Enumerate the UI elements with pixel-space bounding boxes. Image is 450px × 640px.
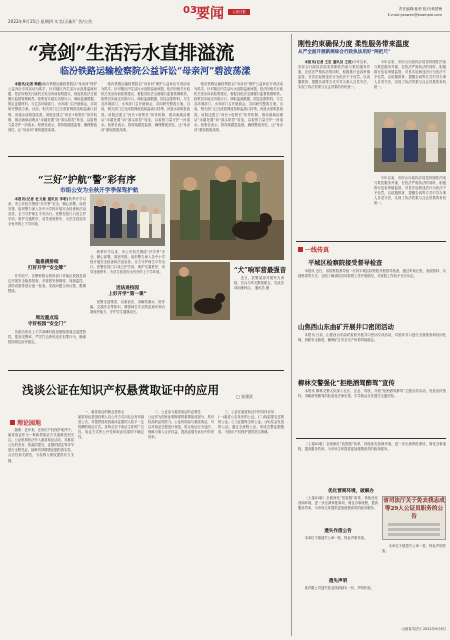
- right-mid-column-tag: [298, 245, 329, 254]
- column-divider: [291, 34, 292, 636]
- protect-body-col2: [90, 250, 165, 282]
- ad-line: [388, 528, 440, 531]
- lead-body-cont: 临汾铁路运输检察院以“母亲河”保护公益诉讼专项活动为抓手，针对辖区内生活污水直排溢流问题，依法向相关行政机关发出诉前检察建议，督促其依法全面履行监督管理职责。检察官实地走访排污口，调取监测数据，固定证据材料，与生态环境部门、水务部门召开磋商会，共同研究整改方案。目前，相关部门已完成管网改造和溢流口封堵，河道水质明显改善。该院还建立“河长+检察长”协作机制，推动流域治理从“末端处置”向“源头防控”转变，以检察力量守护一河清水。检察长表示，将持续跟进监督，确保整改到位，让“母亲河”重现碧波荡漾。: [194, 82, 283, 132]
- essay-body1: 一、悬赏取证的概念及特点 悬赏取证是指权利人以公开方式向社会发布悬赏公告，对提供侵权线索或证据的人给予一定报酬的取证方式。其特点在于取证主体的广泛性、取证方式的公开性和取证结果的不确定性。: [78, 410, 144, 440]
- ad-line: [388, 533, 440, 536]
- right-mid-block3-body: 本报讯 柳林交警大队深入社区、企业、驾校，开展“拒绝酒驾醉驾”主题宣传活动，发放宣传资料，讲解酒驾醉驾的危害及法律后果，引导群众自觉遵守交通法规。: [298, 389, 446, 399]
- divider: [296, 241, 446, 242]
- protect-box1: [8, 274, 86, 312]
- military-photo-2: [170, 262, 230, 320]
- page-number: 03: [183, 5, 197, 16]
- right-top-photo: [374, 112, 446, 172]
- protect-box2-title-text: 周边重点巡 守好校园“安全门”: [27, 316, 67, 327]
- right-top-byline: 本报讯(记者 王宏 通讯员 王亮): [304, 60, 353, 64]
- right-mid-block1: [298, 269, 446, 319]
- protect-box2-title: [8, 315, 86, 327]
- ad-footer: 山西省司法厅 2022年9月8日: [401, 627, 446, 631]
- masthead: [0, 0, 450, 32]
- notice2-box: [298, 536, 378, 576]
- essay-body2: 二、公证参与悬赏取证的必要性 公证作为国家证明制度的重要组成部分，具有较高的证明效力。公证机构参与悬赏取证，可以对取证过程进行规范，防止取证行为违法，保障当事人合法权益，提高证据在诉讼中的采信率。: [148, 410, 214, 440]
- divider: [8, 156, 284, 157]
- right-mid-block2-body: 本报讯 日前，山焦西山东曲矿组织开展井口密闭专项活动，对废弃井口进行全面排查和封闭处理，消除安全隐患，确保矿区安全生产形势持续稳定。: [298, 333, 446, 343]
- protect-box1-title: [8, 259, 86, 271]
- masthead-info: [388, 6, 442, 18]
- ad-body: 本单位不慎遗失公章一枚，特此声明作废。: [382, 544, 446, 554]
- photo-box-caption: 近日，武警某部开展军犬训练，官兵与军犬默契配合，完成各项训练科目。 通讯员 摄: [234, 276, 284, 291]
- right-top-headline: 刚性约束确保力度 柔性服务带来温度: [298, 40, 410, 48]
- right-mid-column-label: 一线传真: [305, 247, 330, 254]
- protect-box3: [90, 300, 165, 362]
- page-section-title: 要闻: [196, 6, 224, 22]
- protect-box2: [8, 330, 86, 362]
- protect-body-cont: 秋季开学以来，市公安机关围绕“开学季”安全，精心部署，周密安排，组织警力深入各中小学校开展安全检查和法治宣传，全力守护师生平安出行。民警在校门口设立护学岗，维护交通秩序，劝导违规停车，为学生营造安全有序的上下学环境。: [90, 250, 165, 275]
- right-top-subheadline: 从严全面开展新规综合行政执法用好“两把尺”: [298, 50, 391, 55]
- right-mid-block2-title: 山焦西山东曲矿开展井口密闭活动: [298, 323, 394, 331]
- divider: [296, 438, 446, 439]
- notice2-title: 遗失作废公告: [324, 529, 352, 534]
- essay-abstract: 摘要：近年来，在知识产权保护案件中，悬赏取证作为一种新型取证方式逐渐受到关注。公证机构依法介入悬赏取证活动，对悬赏公告的发布、线索的提交、证据的固定等环节进行全程见证，能够有效增强证据的真实性、合法性和关联性，为权利人维权提供有力支撑。: [8, 428, 74, 463]
- protect-headline: “三好”护航“警”彩有序: [38, 175, 136, 186]
- right-top-body-cont: 今年以来，市综合行政执法局坚持刚性约束与柔性服务并重，在依法严格执法的同时，积极推行包容审慎监管，对首次轻微违法行为依法不予处罚，以说服教育、提醒告诫等方式引导当事人自觉守法，实现了执法效果与社会效果的有机统一。: [374, 60, 446, 90]
- notice1-box2: [298, 496, 378, 524]
- right-top-col2b: [374, 176, 446, 238]
- right-top-col2: [374, 60, 446, 110]
- photo-box-title: “犬”响军营最强音: [234, 266, 287, 274]
- masthead-date: 2022年9月15日 星期四 实名/天新/广告/公告: [8, 19, 93, 24]
- protect-body-col1: [8, 197, 86, 253]
- protect-box1-title-text: 隐患摸排细 打好开学“安全牌”: [27, 260, 67, 271]
- protect-box3-body: 民警走进课堂，以案说法，讲解防溺水、防诈骗、交通安全等知识，增强师生安全防范意识和自我保护能力，守护学生健康成长。: [90, 300, 165, 315]
- tag-marker-icon: [10, 420, 15, 425]
- protect-byline: 本报讯(记者 杜文豪 通讯员 李明): [14, 197, 69, 201]
- essay-headline: 浅谈公证在知识产权悬赏取证中的应用: [22, 383, 220, 397]
- masthead-badge: 人民日报: [228, 9, 250, 15]
- protect-body: 秋季开学以来，市公安机关围绕“开学季”安全，精心部署，周密安排，组织警力深入各中小学校开展安全检查和法治宣传，全力守护师生平安出行。民警在校门口设立护学岗，维护交通秩序，劝导违规停车，为学生营造安全有序的上下学环境。: [8, 197, 86, 227]
- protect-subheadline: 市组公安为全秋开学季保驾护航: [60, 188, 139, 194]
- ad-line: [388, 523, 440, 526]
- essay-body3: 三、公证在悬赏取证中的具体应用 (一)悬赏公告发布的公证。(二)线索提交过程的公证。(三)证据保全的公证。(四)奖金发放的公证。通过全流程公证，形成完整证据链条，为知识产权保护提供坚实保障。: [218, 410, 284, 435]
- military-dog-photo: [170, 160, 284, 260]
- essay-column-label: 理论园地: [17, 420, 42, 427]
- lead-body-col1: [8, 82, 97, 152]
- notice1-body: （上接01版）全面深化“放管服”改革，持续优化营商环境，进一步压减审批事项，简化办事流程，提高服务效率，为市场主体提供更加便捷高效的政务服务。: [298, 442, 446, 452]
- notice2-body: 本单位不慎遗失公章一枚，特此声明作废。: [304, 536, 368, 540]
- tag-marker-icon: [298, 247, 303, 252]
- essay-col4: [218, 410, 284, 636]
- right-top-body-cont: 今年以来，市综合行政执法局坚持刚性约束与柔性服务并重，在依法严格执法的同时，积极推行包容审慎监管，对首次轻微违法行为依法不予处罚，以说服教育、提醒告诫等方式引导当事人自觉守法，实现了执法效果与社会效果的有机统一。: [374, 176, 446, 206]
- essay-column-tag: [10, 418, 41, 427]
- masthead-email: E-mail:yaowen@example.com: [387, 13, 442, 17]
- notice1-box: [298, 442, 446, 486]
- lead-body-col3: [194, 82, 283, 152]
- protect-box2-body: 各派出所在上下学高峰时段加强校园周边巡逻防控，提高见警率，严厉打击涉校违法犯罪行为，确保校园周边治安稳定。: [8, 330, 86, 345]
- divider: [8, 370, 284, 371]
- notice1-title: 优化营商环境，破解办: [328, 489, 374, 494]
- lead-subheadline: 临汾铁路运输检察院公益诉讼“母亲河”碧波荡漾: [60, 67, 251, 77]
- protect-box3-title-text: 送法进校园 上好开学“第一课”: [108, 286, 147, 297]
- notice3-body: 某有限公司遗失营业执照副本一份，声明作废。: [304, 586, 374, 590]
- right-mid-block3-title: 柳林交警强化“拒绝酒驾醉驾”宣传: [298, 379, 395, 387]
- essay-abstract-col: [8, 428, 74, 636]
- notice3-title: 遗失声明: [328, 579, 348, 584]
- masthead-editor: 责任编辑/崔荣 校对/黄国梅: [398, 7, 442, 11]
- right-top-body: 今年以来，市综合行政执法局坚持刚性约束与柔性服务并重，在依法严格执法的同时，积极推行包容审慎监管，对首次轻微违法行为依法不予处罚，以说服教育、提醒告诫等方式引导当事人自觉守法，实现了执法效果与社会效果的有机统一。: [298, 60, 370, 90]
- essay-author: □ 张建武: [236, 394, 254, 399]
- right-mid-block1-title: 平城区检察院接受督导检查: [308, 260, 383, 267]
- essay-col3: [148, 410, 214, 636]
- right-mid-block3: [298, 389, 446, 435]
- lead-body-col2: [101, 82, 190, 152]
- notice3-box: [298, 586, 378, 616]
- right-mid-block2: [298, 333, 446, 373]
- lead-body-cont: 临汾铁路运输检察院以“母亲河”保护公益诉讼专项活动为抓手，针对辖区内生活污水直排溢流问题，依法向相关行政机关发出诉前检察建议，督促其依法全面履行监督管理职责。检察官实地走访排污口，调取监测数据，固定证据材料，与生态环境部门、水务部门召开磋商会，共同研究整改方案。目前，相关部门已完成管网改造和溢流口封堵，河道水质明显改善。该院还建立“河长+检察长”协作机制，推动流域治理从“末端处置”向“源头防控”转变，以检察力量守护一河清水。检察长表示，将持续跟进监督，确保整改到位，让“母亲河”重现碧波荡漾。: [101, 82, 190, 132]
- notice1-body-cont: （上接01版）全面深化“放管服”改革，持续优化营商环境，进一步压减审批事项，简化办事流程，提高服务效率，为市场主体提供更加便捷高效的政务服务。: [298, 496, 378, 511]
- protect-box3-title: [90, 285, 165, 297]
- police-photo: [90, 194, 165, 246]
- lead-byline: 本报讯(记者 韩毅): [14, 82, 43, 86]
- lead-body: 临汾铁路运输检察院以“母亲河”保护公益诉讼专项活动为抓手，针对辖区内生活污水直排溢流问题，依法向相关行政机关发出诉前检察建议，督促其依法全面履行监督管理职责。检察官实地走访排污口，调取监测数据，固定证据材料，与生态环境部门、水务部门召开磋商会，共同研究整改方案。目前，相关部门已完成管网改造和溢流口封堵，河道水质明显改善。该院还建立“河长+检察长”协作机制，推动流域治理从“末端处置”向“源头防控”转变，以检察力量守护一河清水。检察长表示，将持续跟进监督，确保整改到位，让“母亲河”重现碧波荡漾。: [8, 82, 97, 132]
- right-top-col1: [298, 60, 370, 238]
- essay-col2: [78, 410, 144, 636]
- protect-box1-body: 开学前夕，各警种联合教育部门对辖区校园及周边开展安全隐患排查，对校园安保制度、视频监控、消防设施等进行逐一检查，发现问题当场反馈，限期整改。: [8, 274, 86, 294]
- ad-body-box: [382, 544, 446, 624]
- ad-title: 省司法厅关于免去我志成等29人公证员职务的公告: [383, 498, 445, 520]
- right-mid-block1-body: 本报讯 近日，省检察院督导组一行到平城区检察院开展督导检查，通过听取汇报、查阅资料、实地察看等方式，全面了解该院各项检察工作开展情况，对该院工作给予充分肯定。: [298, 269, 446, 279]
- lead-headline: “亮剑”生活污水直排溢流: [28, 42, 234, 64]
- ad-box: [382, 496, 446, 540]
- photo-box-caption-box: [234, 276, 284, 318]
